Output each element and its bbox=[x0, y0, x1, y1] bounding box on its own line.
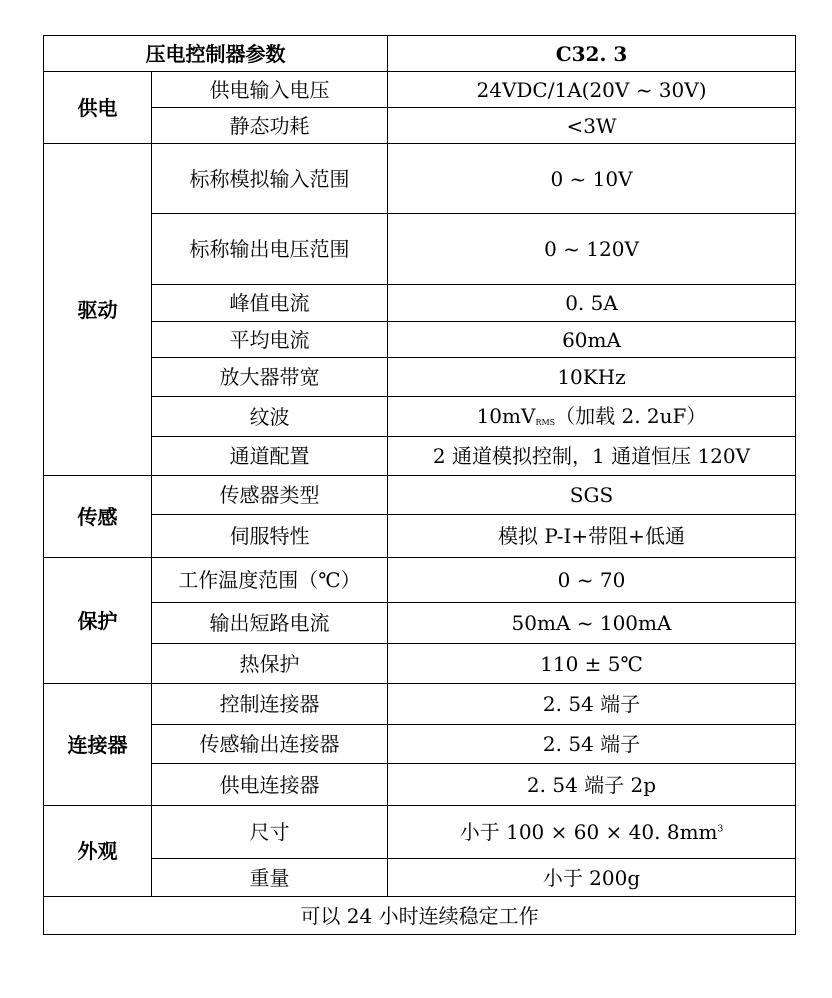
value-subscript: RMS bbox=[535, 418, 556, 428]
param-value bbox=[388, 806, 796, 859]
param-value bbox=[388, 644, 796, 684]
param-label: 重量 bbox=[152, 859, 388, 897]
value-text: 50mA ~ 100mA bbox=[511, 611, 672, 635]
value-text: 0 ~ 120V bbox=[544, 237, 639, 261]
param-label: 输出短路电流 bbox=[152, 603, 388, 644]
param-label: 工作温度范围（℃） bbox=[152, 558, 388, 603]
param-value bbox=[388, 558, 796, 603]
value-text: SGS bbox=[569, 483, 614, 507]
param-label: 静态功耗 bbox=[152, 108, 388, 144]
param-label: 平均电流 bbox=[152, 322, 388, 358]
value-text: 10mV bbox=[476, 404, 536, 429]
group-name: 传感 bbox=[44, 476, 152, 558]
param-label: 纹波 bbox=[152, 397, 388, 437]
param-value bbox=[388, 285, 796, 322]
footer-row bbox=[44, 897, 796, 935]
group-name: 外观 bbox=[44, 806, 152, 897]
param-label: 供电输入电压 bbox=[152, 72, 388, 108]
table-row bbox=[44, 322, 796, 358]
header-param: 压电控制器参数 bbox=[44, 36, 388, 72]
table-row bbox=[44, 859, 796, 897]
table-row bbox=[44, 285, 796, 322]
table-row bbox=[44, 437, 796, 476]
group-name: 连接器 bbox=[44, 684, 152, 806]
value-text: 模拟 P-I+带阻+低通 bbox=[498, 524, 685, 548]
table-row bbox=[44, 108, 796, 144]
value-text: <3W bbox=[566, 113, 617, 138]
value-text: 2 通道模拟控制，1 通道恒压 120V bbox=[432, 444, 751, 468]
param-label: 供电连接器 bbox=[152, 764, 388, 806]
spec-table bbox=[43, 35, 796, 935]
value-text: 110 ± 5℃ bbox=[540, 651, 643, 676]
group-name: 保护 bbox=[44, 558, 152, 684]
param-label: 峰值电流 bbox=[152, 285, 388, 322]
value-text: 2. 54 端子 bbox=[542, 692, 641, 716]
value-suffix: （加载 2. 2uF） bbox=[555, 404, 707, 429]
value-text: 0. 5A bbox=[565, 291, 618, 315]
param-value bbox=[388, 725, 796, 764]
table-row bbox=[44, 725, 796, 764]
table-row bbox=[44, 644, 796, 684]
param-value bbox=[388, 515, 796, 558]
header-row bbox=[44, 36, 796, 72]
value-text: 2. 54 端子 2p bbox=[526, 772, 657, 797]
value-text: 10KHz bbox=[557, 365, 626, 389]
value-text: 0 ~ 10V bbox=[550, 166, 633, 191]
value-text: 24VDC/1A(20V ~ 30V) bbox=[476, 77, 707, 102]
param-value bbox=[388, 603, 796, 644]
table-row bbox=[44, 603, 796, 644]
value-text: 2. 54 端子 bbox=[542, 732, 641, 756]
group-name: 驱动 bbox=[44, 144, 152, 476]
table-row bbox=[44, 684, 796, 725]
value-superscript: 3 bbox=[717, 824, 724, 835]
param-label: 传感器类型 bbox=[152, 476, 388, 515]
value-text: 小于 100 × 60 × 40. 8mm bbox=[459, 820, 718, 844]
param-value bbox=[388, 437, 796, 476]
table-row bbox=[44, 806, 796, 859]
value-text: 小于 200g bbox=[542, 865, 641, 890]
table-row bbox=[44, 476, 796, 515]
param-value bbox=[388, 684, 796, 725]
param-label: 标称模拟输入范围 bbox=[152, 144, 388, 214]
param-label: 尺寸 bbox=[152, 806, 388, 859]
param-value bbox=[388, 358, 796, 397]
param-value bbox=[388, 859, 796, 897]
table-row bbox=[44, 144, 796, 214]
table-row bbox=[44, 358, 796, 397]
param-value bbox=[388, 322, 796, 358]
table-row bbox=[44, 397, 796, 437]
param-value bbox=[388, 476, 796, 515]
header-model: C32. 3 bbox=[388, 36, 796, 72]
param-value bbox=[388, 144, 796, 214]
value-text: 0 ~ 70 bbox=[557, 568, 626, 592]
param-label: 放大器带宽 bbox=[152, 358, 388, 397]
param-value bbox=[388, 72, 796, 108]
param-label: 传感输出连接器 bbox=[152, 725, 388, 764]
table-row bbox=[44, 72, 796, 108]
param-label: 热保护 bbox=[152, 644, 388, 684]
table-row bbox=[44, 214, 796, 285]
param-label: 控制连接器 bbox=[152, 684, 388, 725]
param-label: 伺服特性 bbox=[152, 515, 388, 558]
param-label: 通道配置 bbox=[152, 437, 388, 476]
footer-note: 可以 24 小时连续稳定工作 bbox=[44, 897, 796, 935]
value-text: 60mA bbox=[562, 327, 621, 352]
group-name: 供电 bbox=[44, 72, 152, 144]
table-row bbox=[44, 764, 796, 806]
param-value bbox=[388, 397, 796, 437]
param-value bbox=[388, 764, 796, 806]
table-row bbox=[44, 558, 796, 603]
param-value bbox=[388, 108, 796, 144]
param-value bbox=[388, 214, 796, 285]
table-row bbox=[44, 515, 796, 558]
param-label: 标称输出电压范围 bbox=[152, 214, 388, 285]
